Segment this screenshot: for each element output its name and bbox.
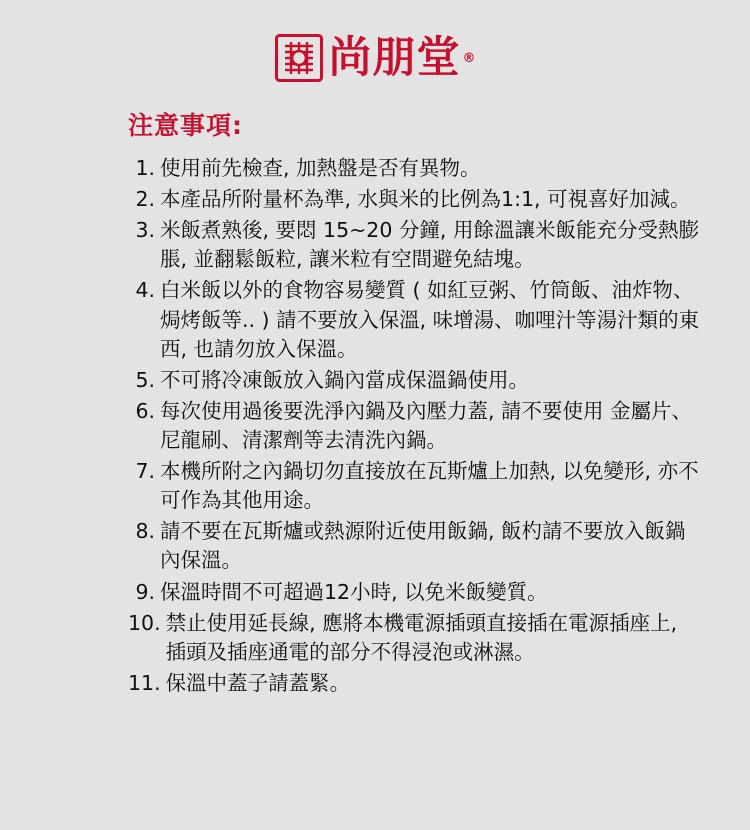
list-item	[128, 669, 704, 698]
list-item	[128, 216, 704, 274]
list-item-number: 4.	[135, 278, 155, 303]
list-item	[128, 366, 704, 395]
list-item-text: 禁止使用延長線, 應將本機電源插頭直接插在電源插座上, 插頭及插座通電的部分不得浸泡或淋濕。	[165, 610, 678, 664]
list-item-number: 3.	[135, 218, 155, 243]
list-item	[128, 517, 704, 575]
list-item-text: 保溫時間不可超過12小時, 以免米飯變質。	[160, 579, 548, 604]
list-item-text: 不可將冷凍飯放入鍋內當成保溫鍋使用。	[160, 367, 529, 392]
list-item-text: 保溫中蓋子請蓋緊。	[165, 670, 351, 695]
list-item	[128, 457, 704, 515]
list-item-number: 10.	[128, 610, 161, 635]
list-item	[128, 185, 704, 214]
list-item-text: 本產品所附量杯為準, 水與米的比例為1:1, 可視喜好加減。	[160, 187, 691, 212]
list-item-number: 7.	[135, 459, 155, 484]
list-item	[128, 154, 704, 183]
list-item-text: 白米飯以外的食物容易變質 ( 如紅豆粥、竹筒飯、油炸物、焗烤飯等.. ) 請不要放入保溫, 味增湯、咖哩汁等湯汁類的東西, 也請勿放入保溫。	[160, 278, 700, 361]
list-item	[128, 276, 704, 363]
list-item-number: 2.	[135, 187, 155, 212]
list-item-text: 使用前先檢查, 加熱盤是否有異物。	[160, 156, 481, 180]
list-item	[128, 578, 704, 607]
list-item-number: 1.	[135, 156, 155, 180]
brand-name: 尚朋堂	[328, 32, 461, 83]
list-item-number: 5.	[135, 367, 155, 392]
list-item-number: 11.	[128, 670, 161, 695]
list-item-text: 米飯煮熟後, 要悶 15~20 分鐘, 用餘溫讓米飯能充分受熱膨脹, 並翻鬆飯粒, 讓米粒有空間避免結塊。	[160, 218, 699, 272]
registered-mark: ®	[462, 50, 476, 66]
page-title: 注意事項:	[128, 111, 243, 140]
list-item-text: 請不要在瓦斯爐或熱源附近使用飯鍋, 飯杓請不要放入飯鍋內保溫。	[160, 519, 686, 573]
list-item	[128, 397, 704, 455]
notice-list	[0, 154, 750, 698]
seal-stamp-icon	[275, 34, 323, 82]
list-item-number: 9.	[135, 579, 155, 604]
list-item	[128, 609, 704, 667]
list-item-number: 6.	[135, 398, 155, 423]
list-item-number: 8.	[135, 519, 155, 544]
list-item-text: 本機所附之內鍋切勿直接放在瓦斯爐上加熱, 以免變形, 亦不可作為其他用途。	[160, 459, 699, 513]
brand-logo	[0, 0, 750, 88]
list-item-text: 每次使用過後要洗淨內鍋及內壓力蓋, 請不要使用 金屬片、尼龍刷、清潔劑等去清洗內鍋。	[160, 398, 693, 452]
